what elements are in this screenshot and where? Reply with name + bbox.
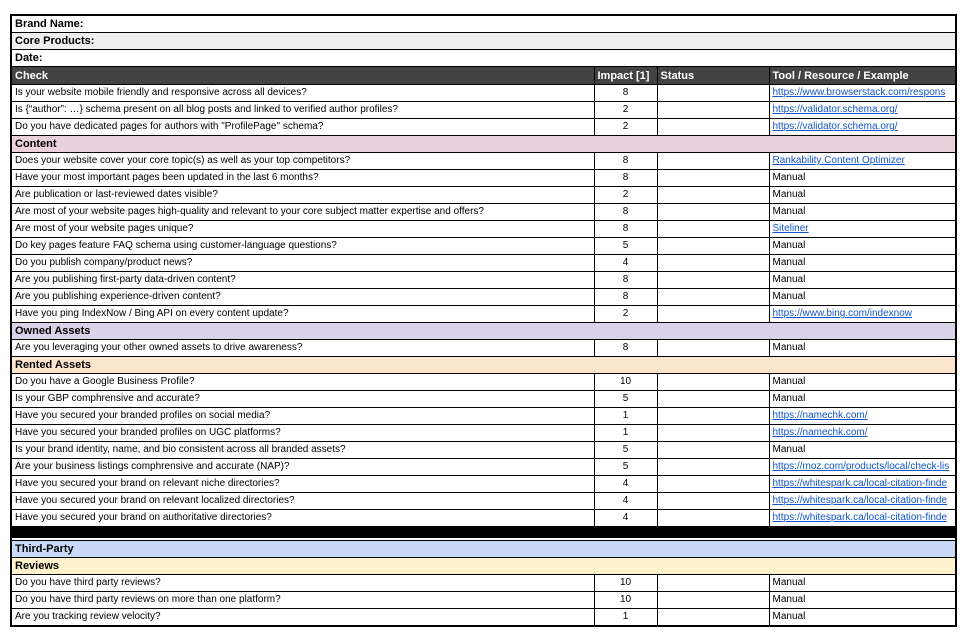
status-cell [657,272,769,289]
check-question-cell: Have you secured your brand on relevant niche directories? [11,476,594,493]
tool-link[interactable]: https://namechk.com/ [772,410,868,421]
status-cell [657,374,769,391]
tool-cell: Manual [769,204,956,221]
check-row [11,459,956,476]
tool-link[interactable]: https://whitespark.ca/local-citation-finde [772,495,948,506]
check-row [11,187,956,204]
tool-cell: Manual [769,442,956,459]
impact-value-cell: 2 [594,119,657,136]
check-question-cell: Is your GBP comphrensive and accurate? [11,391,594,408]
impact-value-cell: 10 [594,575,657,592]
tool-cell: Manual [769,170,956,187]
check-row [11,238,956,255]
status-cell [657,306,769,323]
check-row [11,340,956,357]
tool-cell [769,119,956,136]
tool-cell [769,153,956,170]
impact-value-cell: 8 [594,170,657,187]
status-cell [657,85,769,102]
check-row [11,592,956,609]
impact-value-cell: 4 [594,476,657,493]
impact-value-cell: 8 [594,204,657,221]
check-question-cell: Do you have dedicated pages for authors with "ProfilePage" schema? [11,119,594,136]
check-question-cell: Are your business listings comphrensive and accurate (NAP)? [11,459,594,476]
tool-link[interactable]: Siteliner [772,223,809,234]
status-cell [657,493,769,510]
column-header-tool: Tool / Resource / Example [769,67,956,85]
check-question-cell: Is your brand identity, name, and bio consistent across all branded assets? [11,442,594,459]
tool-cell: Manual [769,609,956,627]
impact-value-cell: 10 [594,592,657,609]
check-question-cell: Have you secured your brand on authoritative directories? [11,510,594,527]
section-header-row [11,136,956,153]
tool-link[interactable]: https://namechk.com/ [772,427,868,438]
status-cell [657,408,769,425]
section-label-cell: Owned Assets [11,323,956,340]
status-cell [657,340,769,357]
tool-cell: Manual [769,391,956,408]
check-question-cell: Are you publishing experience-driven content? [11,289,594,306]
status-cell [657,609,769,627]
impact-value-cell: 10 [594,374,657,391]
status-cell [657,425,769,442]
separator-bar [11,527,956,538]
check-row [11,255,956,272]
impact-value-cell: 1 [594,425,657,442]
impact-value-cell: 8 [594,340,657,357]
tool-cell [769,493,956,510]
status-cell [657,510,769,527]
impact-value-cell: 2 [594,306,657,323]
check-row [11,306,956,323]
tool-cell [769,85,956,102]
check-row [11,374,956,391]
check-question-cell: Have your most important pages been updated in the last 6 months? [11,170,594,187]
tool-link[interactable]: https://whitespark.ca/local-citation-finde [772,512,948,523]
tool-cell [769,476,956,493]
impact-value-cell: 5 [594,238,657,255]
separator-row [11,527,956,538]
check-question-cell: Does your website cover your core topic(s) as well as your top competitors? [11,153,594,170]
impact-value-cell: 8 [594,153,657,170]
impact-value-cell: 4 [594,510,657,527]
check-row [11,493,956,510]
tool-cell [769,425,956,442]
tool-cell: Manual [769,272,956,289]
impact-value-cell: 8 [594,272,657,289]
check-row [11,221,956,238]
status-cell [657,255,769,272]
status-cell [657,221,769,238]
check-question-cell: Are publication or last-reviewed dates visible? [11,187,594,204]
status-cell [657,204,769,221]
check-question-cell: Are you tracking review velocity? [11,609,594,627]
check-question-cell: Is {“author”: …} schema present on all blog posts and linked to verified author profiles? [11,102,594,119]
impact-value-cell: 4 [594,493,657,510]
check-question-cell: Have you secured your brand on relevant localized directories? [11,493,594,510]
tool-cell: Manual [769,187,956,204]
status-cell [657,238,769,255]
column-header-impact: Impact [1] [594,67,657,85]
section-header-row [11,541,956,558]
check-row [11,425,956,442]
tool-link[interactable]: https://www.bing.com/indexnow [772,308,913,319]
impact-value-cell: 1 [594,408,657,425]
tool-cell: Manual [769,289,956,306]
status-cell [657,289,769,306]
tool-cell [769,510,956,527]
impact-value-cell: 2 [594,187,657,204]
impact-value-cell: 5 [594,442,657,459]
check-row [11,289,956,306]
check-question-cell: Have you ping IndexNow / Bing API on every content update? [11,306,594,323]
tool-cell [769,408,956,425]
tool-cell: Manual [769,238,956,255]
check-row [11,204,956,221]
tool-cell: Manual [769,575,956,592]
check-question-cell: Have you secured your branded profiles on social media? [11,408,594,425]
impact-value-cell: 5 [594,391,657,408]
impact-value-cell: 8 [594,85,657,102]
status-cell [657,153,769,170]
impact-value-cell: 8 [594,289,657,306]
check-row [11,119,956,136]
section-label-cell: Content [11,136,956,153]
tool-link[interactable]: https://moz.com/products/local/check-lis [772,461,950,472]
date-label: Date: [11,50,956,67]
check-row [11,85,956,102]
tool-cell [769,102,956,119]
check-question-cell: Have you secured your branded profiles on UGC platforms? [11,425,594,442]
status-cell [657,476,769,493]
tool-cell: Manual [769,374,956,391]
status-cell [657,592,769,609]
tool-link[interactable]: Rankability Content Optimizer [772,155,905,166]
status-cell [657,391,769,408]
tool-link[interactable]: https://whitespark.ca/local-citation-finde [772,478,948,489]
check-row [11,510,956,527]
check-row [11,153,956,170]
check-question-cell: Do you have a Google Business Profile? [11,374,594,391]
check-question-cell: Is your website mobile friendly and responsive across all devices? [11,85,594,102]
impact-value-cell: 2 [594,102,657,119]
column-header-row [11,67,956,85]
check-row [11,609,956,627]
check-row [11,442,956,459]
spreadsheet [10,14,957,627]
seo-checklist-table [10,14,957,627]
tool-link[interactable]: https://www.browserstack.com/respons [772,87,946,98]
impact-value-cell: 8 [594,221,657,238]
check-question-cell: Do you have third party reviews on more than one platform? [11,592,594,609]
impact-value-cell: 4 [594,255,657,272]
check-question-cell: Do key pages feature FAQ schema using customer-language questions? [11,238,594,255]
section-label-cell: Reviews [11,558,956,575]
check-row [11,476,956,493]
check-question-cell: Are you leveraging your other owned assets to drive awareness? [11,340,594,357]
status-cell [657,459,769,476]
tool-cell [769,221,956,238]
check-question-cell: Do you publish company/product news? [11,255,594,272]
tool-cell: Manual [769,592,956,609]
tool-link[interactable]: https://validator.schema.org/ [772,104,898,115]
section-header-row [11,357,956,374]
status-cell [657,119,769,136]
section-label-cell: Third-Party [11,541,956,558]
section-header-row [11,323,956,340]
tool-link[interactable]: https://validator.schema.org/ [772,121,898,132]
tool-cell [769,459,956,476]
status-cell [657,442,769,459]
status-cell [657,170,769,187]
column-header-status: Status [657,67,769,85]
check-row [11,408,956,425]
check-question-cell: Are you publishing first-party data-driven content? [11,272,594,289]
check-row [11,102,956,119]
tool-cell: Manual [769,255,956,272]
core-products-label: Core Products: [11,33,956,50]
column-header-check: Check [11,67,594,85]
status-cell [657,575,769,592]
section-header-row [11,558,956,575]
check-question-cell: Are most of your website pages high-quality and relevant to your core subject matter expertise and offers? [11,204,594,221]
status-cell [657,187,769,204]
check-row [11,391,956,408]
check-question-cell: Do you have third party reviews? [11,575,594,592]
check-row [11,575,956,592]
tool-cell: Manual [769,340,956,357]
check-row [11,272,956,289]
info-row-date [11,50,956,67]
check-row [11,170,956,187]
info-row-brand-name [11,15,956,33]
brand-name-label: Brand Name: [11,15,956,33]
section-label-cell: Rented Assets [11,357,956,374]
impact-value-cell: 1 [594,609,657,627]
status-cell [657,102,769,119]
info-row-core-products [11,33,956,50]
check-question-cell: Are most of your website pages unique? [11,221,594,238]
impact-value-cell: 5 [594,459,657,476]
tool-cell [769,306,956,323]
